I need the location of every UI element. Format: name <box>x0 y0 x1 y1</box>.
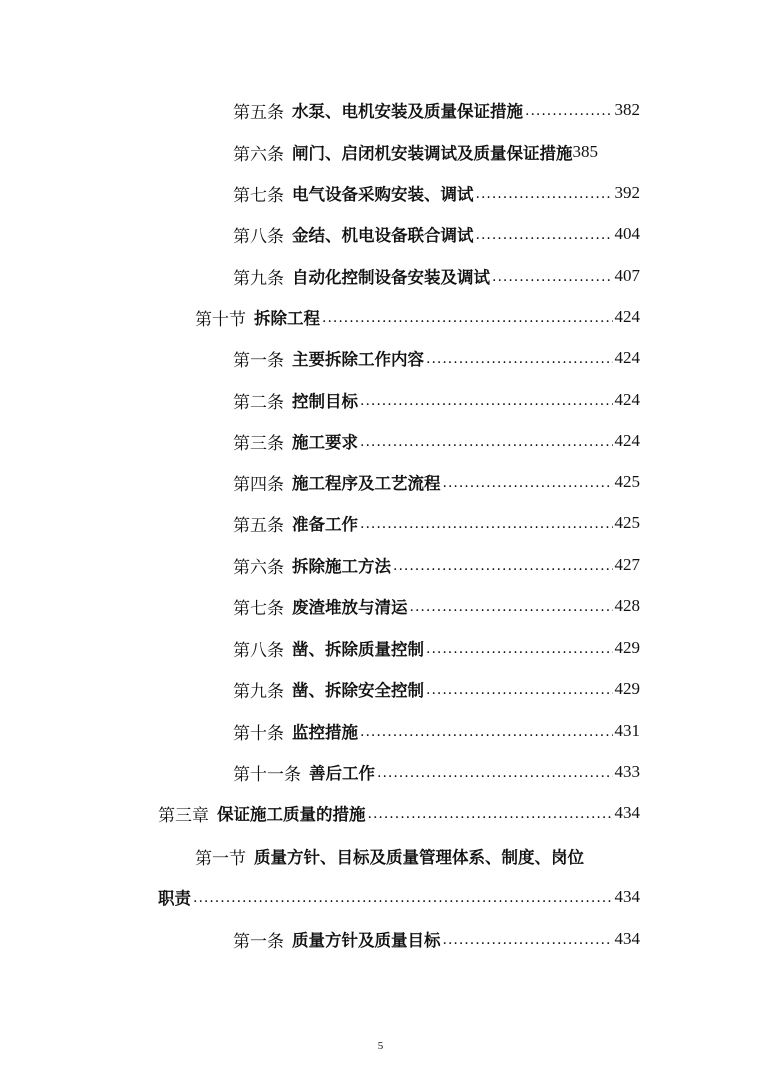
dot-leader <box>426 351 613 370</box>
toc-entry[interactable] <box>195 844 640 868</box>
toc-entry-label: 第八条 <box>233 640 284 661</box>
toc-entry[interactable] <box>233 181 640 205</box>
dot-leader <box>426 641 613 660</box>
dot-leader <box>322 310 613 329</box>
toc-entry-label: 第六条 <box>233 144 284 165</box>
toc-entry-label: 第九条 <box>233 268 284 289</box>
toc-entry-title: 拆除工程 <box>254 309 320 328</box>
toc-entry[interactable] <box>233 511 640 535</box>
toc-entry-page: 382 <box>614 100 640 119</box>
toc-entry-page: 431 <box>614 721 640 740</box>
toc-entry-page: 385 <box>572 142 598 161</box>
dot-leader <box>443 475 613 494</box>
toc-entry-page: 428 <box>614 596 640 615</box>
toc-entry-label: 第六条 <box>233 557 284 578</box>
toc-entry-label: 第九条 <box>233 681 284 702</box>
toc-entry[interactable] <box>233 719 640 743</box>
dot-leader <box>360 393 613 412</box>
toc-entry-page: 424 <box>614 390 640 409</box>
toc-entry-label: 第十一条 <box>233 764 301 785</box>
toc-entry-title: 电气设备采购安装、调试 <box>292 185 474 204</box>
toc-entry-title: 质量方针、目标及质量管理体系、制度、岗位 <box>254 848 584 867</box>
toc-entry[interactable] <box>233 594 640 618</box>
toc-entry-title: 凿、拆除安全控制 <box>292 681 424 700</box>
toc-entry-page: 429 <box>614 638 640 657</box>
toc-entry[interactable] <box>233 140 640 164</box>
toc-entry-title: 保证施工质量的措施 <box>217 805 366 824</box>
toc-entry[interactable] <box>233 346 640 370</box>
toc-entry-title: 水泵、电机安装及质量保证措施 <box>292 102 523 121</box>
dot-leader <box>476 227 613 246</box>
toc-entry-page: 434 <box>614 887 640 906</box>
toc-entry[interactable] <box>233 264 640 288</box>
toc-entry-title: 控制目标 <box>292 392 358 411</box>
toc-entry-title: 凿、拆除质量控制 <box>292 640 424 659</box>
dot-leader <box>393 558 613 577</box>
toc-entry-page: 425 <box>614 472 640 491</box>
page-number: 5 <box>377 1040 384 1052</box>
toc-entry-label: 第五条 <box>233 102 284 123</box>
toc-entry[interactable] <box>233 388 640 412</box>
toc-entry[interactable] <box>158 885 640 909</box>
toc-entry[interactable] <box>233 927 640 951</box>
toc-entry-label: 第四条 <box>233 474 284 495</box>
toc-entry-label: 第一节 <box>195 848 246 869</box>
toc-entry-label: 第三条 <box>233 433 284 454</box>
toc-entry[interactable] <box>233 98 640 122</box>
toc-entry[interactable] <box>195 305 640 329</box>
toc-entry-title: 主要拆除工作内容 <box>292 350 424 369</box>
toc-entry-title: 拆除施工方法 <box>292 557 391 576</box>
toc-entry-page: 434 <box>614 929 640 948</box>
toc-entry-page: 424 <box>614 348 640 367</box>
toc-entry-title: 监控措施 <box>292 723 358 742</box>
toc-entry[interactable] <box>233 429 640 453</box>
dot-leader <box>360 434 613 453</box>
toc-entry-label: 第七条 <box>233 185 284 206</box>
toc-entry[interactable] <box>158 801 640 825</box>
toc-entry-title: 职责 <box>158 889 191 908</box>
toc-entry[interactable] <box>233 760 640 784</box>
toc-entry-label: 第一条 <box>233 350 284 371</box>
toc-entry-label: 第八条 <box>233 226 284 247</box>
dot-leader <box>193 890 613 909</box>
toc-entry-label: 第十节 <box>195 309 246 330</box>
toc-entry-page: 392 <box>614 183 640 202</box>
toc-entry-title: 闸门、启闭机安装调试及质量保证措施 <box>292 144 573 163</box>
dot-leader <box>410 599 613 618</box>
toc-entry-page: 427 <box>614 555 640 574</box>
toc-entry[interactable] <box>233 470 640 494</box>
toc-entry-label: 第五条 <box>233 515 284 536</box>
toc-entry-title: 废渣堆放与清运 <box>292 598 408 617</box>
toc-entry[interactable] <box>233 553 640 577</box>
dot-leader <box>426 682 613 701</box>
toc-entry-page: 424 <box>614 307 640 326</box>
toc-entry-title: 施工程序及工艺流程 <box>292 474 441 493</box>
toc-entry-page: 404 <box>614 224 640 243</box>
toc-entry-page: 434 <box>614 803 640 822</box>
dot-leader <box>492 269 613 288</box>
toc-entry[interactable] <box>233 636 640 660</box>
toc-entry-title: 质量方针及质量目标 <box>292 931 441 950</box>
toc-entry-title: 准备工作 <box>292 515 358 534</box>
toc-entry-label: 第七条 <box>233 598 284 619</box>
toc-entry-page: 424 <box>614 431 640 450</box>
toc-entry-label: 第二条 <box>233 392 284 413</box>
toc-entry-label: 第三章 <box>158 805 209 826</box>
dot-leader <box>525 103 613 122</box>
dot-leader <box>377 765 613 784</box>
toc-entry-title: 善后工作 <box>309 764 375 783</box>
toc-entry[interactable] <box>233 222 640 246</box>
dot-leader <box>368 806 613 825</box>
toc-entry-page: 429 <box>614 679 640 698</box>
toc-entry-label: 第十条 <box>233 723 284 744</box>
toc-entry-title: 金结、机电设备联合调试 <box>292 226 474 245</box>
toc-entry-page: 433 <box>614 762 640 781</box>
dot-leader <box>443 932 613 951</box>
toc-entry-page: 425 <box>614 513 640 532</box>
dot-leader <box>476 186 613 205</box>
toc-entry-title: 施工要求 <box>292 433 358 452</box>
toc-entry[interactable] <box>233 677 640 701</box>
dot-leader <box>360 516 613 535</box>
toc-entry-title: 自动化控制设备安装及调试 <box>292 268 490 287</box>
dot-leader <box>360 724 613 743</box>
toc-entry-label: 第一条 <box>233 931 284 952</box>
toc-entry-page: 407 <box>614 266 640 285</box>
